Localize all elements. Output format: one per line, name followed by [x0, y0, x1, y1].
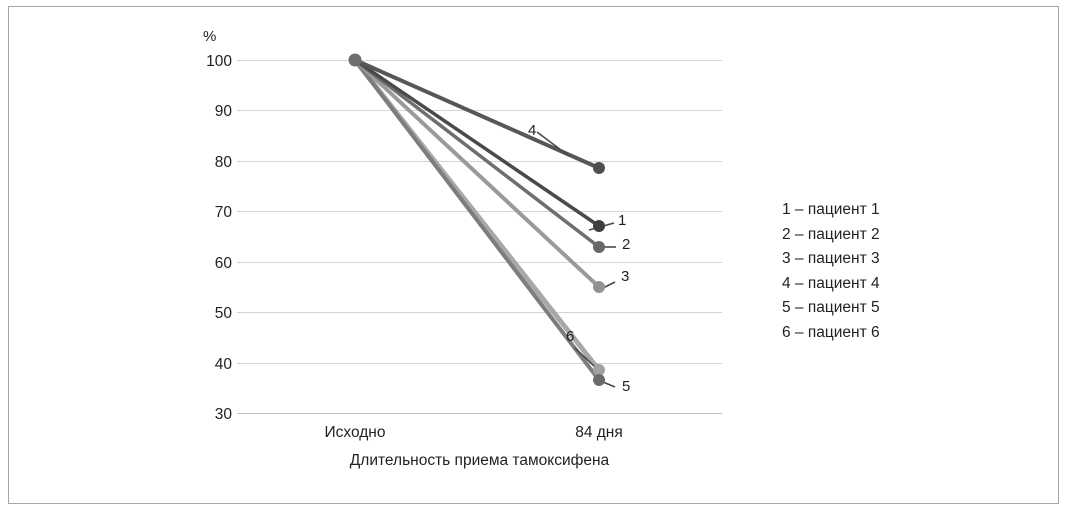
- point-series-2: [593, 241, 605, 253]
- y-tick-80: 80: [214, 154, 232, 171]
- y-tick-70: 70: [214, 204, 232, 221]
- y-tick-30: 30: [214, 406, 232, 423]
- point-series-5: [593, 374, 605, 386]
- legend-item-2: 2 – пациент 2: [782, 225, 880, 243]
- y-tick-100: 100: [206, 53, 232, 70]
- x-tick-84-days: 84 дня: [575, 424, 623, 441]
- point-series-1: [593, 220, 605, 232]
- series-label-5: 5: [622, 378, 631, 395]
- x-axis-line: [237, 413, 722, 414]
- series-lines: [237, 60, 722, 413]
- series-label-4: 4: [528, 122, 537, 139]
- series-label-2: 2: [622, 236, 631, 253]
- legend-item-1: 1 – пациент 1: [782, 201, 880, 218]
- y-tick-60: 60: [214, 255, 232, 272]
- legend: [782, 198, 880, 345]
- series-label-6: 6: [566, 328, 575, 345]
- point-series-4: [593, 162, 605, 174]
- legend-item-4: 4 – пациент 4: [782, 274, 880, 292]
- x-axis-title: Длительность приема тамоксифена: [349, 452, 610, 469]
- y-tick-90: 90: [214, 103, 232, 120]
- plot-area: [237, 60, 722, 413]
- series-label-3: 3: [621, 268, 630, 285]
- legend-item-5: 5 – пациент 5: [782, 299, 880, 316]
- y-axis-unit-label: %: [203, 28, 217, 45]
- legend-item-6: 6 – пациент 6: [782, 323, 880, 341]
- x-tick-baseline: Исходно: [324, 424, 386, 441]
- legend-item-3: 3 – пациент 3: [782, 250, 880, 267]
- series-label-1: 1: [618, 212, 627, 229]
- y-tick-40: 40: [214, 356, 232, 373]
- point-series-3: [593, 281, 605, 293]
- y-tick-50: 50: [214, 305, 232, 322]
